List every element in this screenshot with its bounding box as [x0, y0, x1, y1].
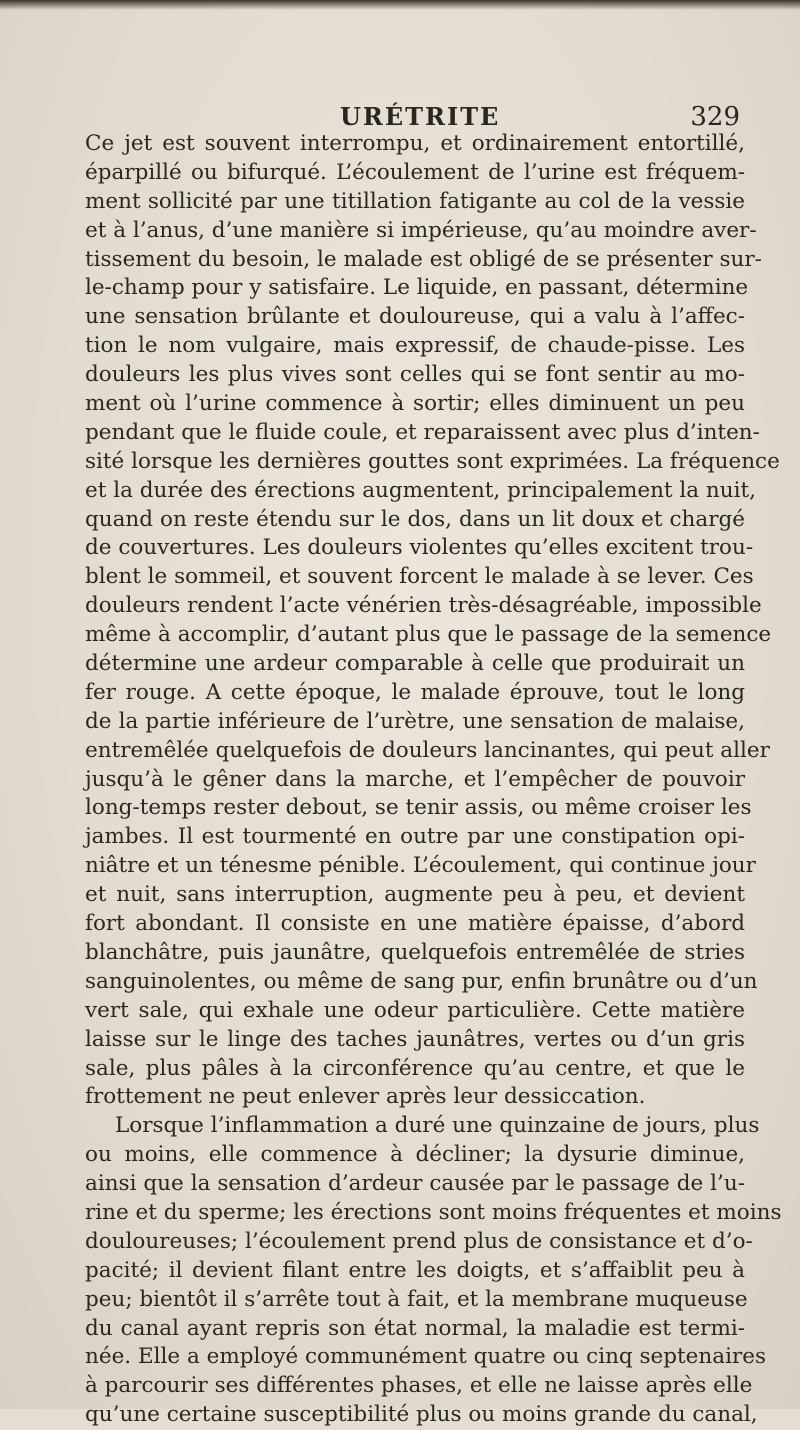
- text-line: entremêlée quelquefois de douleurs lancinantes, qui peut aller: [85, 737, 770, 763]
- text-line: douloureuses; l’écoulement prend plus de consistance et d’o-: [85, 1228, 753, 1254]
- text-line: rine et du sperme; les érections sont moins fréquentes et moins: [85, 1199, 782, 1225]
- text-line: née. Elle a employé communément quatre ou cinq septenaires: [85, 1344, 766, 1370]
- text-line: vert sale, qui exhale une odeur particulière. Cette matière: [85, 997, 745, 1023]
- text-line: une sensation brûlante et douloureuse, qui a valu à l’affec-: [85, 304, 745, 330]
- text-line: ainsi que la sensation d’ardeur causée par le passage de l’u-: [85, 1171, 745, 1197]
- text-line: blent le sommeil, et souvent forcent le malade à se lever. Ces: [85, 564, 754, 590]
- text-line: fer rouge. A cette époque, le malade éprouve, tout le long: [85, 679, 745, 705]
- text-line: blanchâtre, puis jaunâtre, quelquefois entremêlée de stries: [85, 939, 745, 965]
- running-title: URÉTRITE: [340, 102, 501, 131]
- text-line-chaude-pisse: tion le nom vulgaire, mais expressif, de chaude-pisse. Les: [85, 333, 745, 359]
- body-text: [85, 130, 782, 1430]
- paragraph-start-line: Lorsque l’inflammation a duré une quinzaine de jours, plus: [115, 1113, 760, 1139]
- text-line: de la partie inférieure de l’urètre, une sensation de malaise,: [85, 708, 745, 734]
- text-line: fort abondant. Il consiste en une matière épaisse, d’abord: [85, 911, 745, 937]
- text-line: long-temps rester debout, se tenir assis, ou même croiser les: [85, 795, 752, 821]
- text-line: ou moins, elle commence à décliner; la dysurie diminue,: [85, 1142, 745, 1168]
- text-line: du canal ayant repris son état normal, la maladie est termi-: [85, 1315, 745, 1341]
- text-line: douleurs rendent l’acte vénérien très-désagréable, impossible: [85, 593, 762, 619]
- text-line: Ce jet est souvent interrompu, et ordinairement entortillé,: [85, 131, 745, 156]
- text-line: ment où l’urine commence à sortir; elles diminuent un peu: [85, 391, 745, 417]
- text-line: éparpillé ou bifurqué. L’écoulement de l’urine est fréquem-: [85, 159, 745, 185]
- text-line: sanguinolentes, ou même de sang pur, enfin brunâtre ou d’un: [85, 968, 758, 994]
- text-line: et nuit, sans interruption, augmente peu à peu, et devient: [85, 882, 745, 908]
- page-top-edge: [0, 0, 800, 10]
- text-line: de couvertures. Les douleurs violentes qu’elles excitent trou-: [85, 535, 754, 561]
- text-line: tissement du besoin, le malade est obligé de se présenter sur-: [85, 246, 762, 272]
- text-line: douleurs les plus vives sont celles qui se font sentir au mo-: [85, 362, 745, 388]
- text-line: même à accomplir, d’autant plus que le passage de la semence: [85, 622, 772, 648]
- text-line: sité lorsque les dernières gouttes sont exprimées. La fréquence: [85, 448, 780, 474]
- text-line: peu; bientôt il s’arrête tout à fait, et la membrane muqueuse: [85, 1286, 748, 1312]
- text-line: quand on reste étendu sur le dos, dans un lit doux et chargé: [85, 506, 745, 532]
- text-line: pendant que le fluide coule, et reparaissent avec plus d’inten-: [85, 419, 760, 445]
- text-line: niâtre et un ténesme pénible. L’écoulement, qui continue jour: [85, 853, 756, 879]
- text-line: laisse sur le linge des taches jaunâtres, vertes ou d’un gris: [85, 1026, 745, 1052]
- text-line: et à l’anus, d’une manière si impérieuse, qu’au moindre aver-: [85, 217, 757, 243]
- text-line: qu’une certaine susceptibilité plus ou moins grande du canal,: [85, 1402, 758, 1428]
- text-line: jambes. Il est tourmenté en outre par une constipation opi-: [85, 824, 745, 850]
- paragraph-end-line: frottement ne peut enlever après leur dessiccation.: [85, 1084, 646, 1110]
- text-line: à parcourir ses différentes phases, et elle ne laisse après elle: [85, 1373, 753, 1399]
- text-line: détermine une ardeur comparable à celle que produirait un: [85, 651, 745, 677]
- text-line: jusqu’à le gêner dans la marche, et l’empêcher de pouvoir: [85, 766, 745, 792]
- page-number: 329: [690, 102, 740, 132]
- text-line: et la durée des érections augmentent, principalement la nuit,: [85, 477, 756, 503]
- text-line: sale, plus pâles à la circonférence qu’au centre, et que le: [85, 1055, 745, 1081]
- text-line: le-champ pour y satisfaire. Le liquide, en passant, détermine: [85, 275, 749, 301]
- text-line: pacité; il devient filant entre les doigts, et s’affaiblit peu à: [85, 1257, 745, 1283]
- text-line: ment sollicité par une titillation fatigante au col de la vessie: [85, 188, 745, 214]
